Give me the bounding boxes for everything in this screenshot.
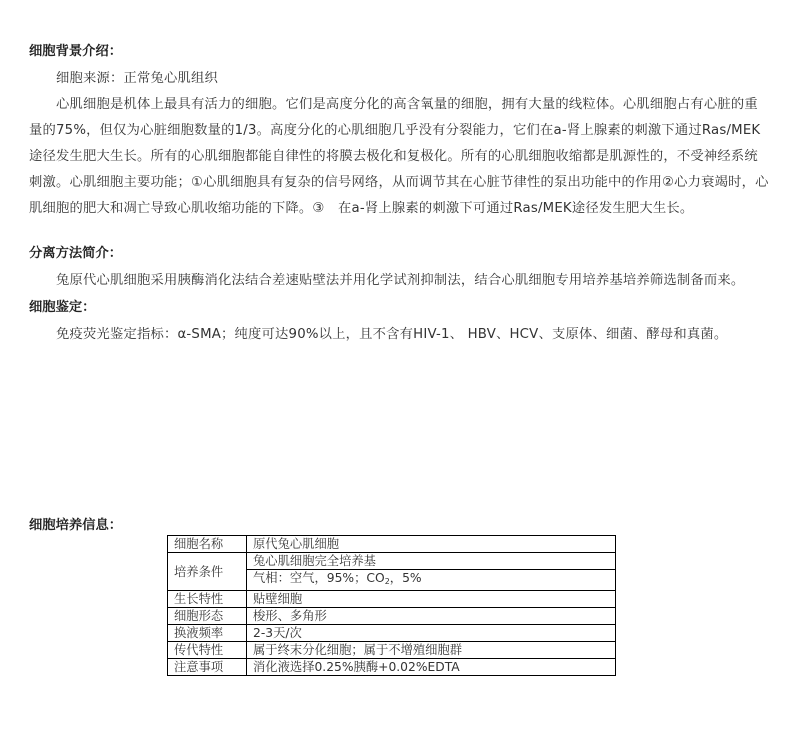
table-row xyxy=(168,591,616,608)
table-label-cell: 培养条件 xyxy=(168,553,247,591)
co2-subscript: 2 xyxy=(384,577,390,586)
table-value-cell: 贴壁细胞 xyxy=(247,591,616,608)
table-label-cell: 换液频率 xyxy=(168,625,247,642)
cell-source: 细胞来源：正常兔心肌组织 xyxy=(56,71,218,86)
table-row xyxy=(168,659,616,676)
table-row xyxy=(168,625,616,642)
table-row xyxy=(168,536,616,553)
table-value-cell: 原代兔心肌细胞 xyxy=(247,536,616,553)
table-row xyxy=(168,553,616,570)
culture-info-table xyxy=(167,535,616,676)
table-value-cell: 梭形、多角形 xyxy=(247,608,616,625)
isolation-heading: 分离方法简介： xyxy=(29,246,123,261)
table-label-cell: 细胞形态 xyxy=(168,608,247,625)
gas-phase-suffix: ，5% xyxy=(389,571,422,585)
table-row xyxy=(168,608,616,625)
table-value-cell: 2-3天/次 xyxy=(247,625,616,642)
isolation-description: 兔原代心肌细胞采用胰酶消化法结合差速贴壁法并用化学试剂抑制法，结合心肌细胞专用培养基培养筛选制备而来。 xyxy=(56,273,745,288)
identification-heading: 细胞鉴定： xyxy=(29,300,96,315)
document-body xyxy=(29,38,769,348)
gas-phase-prefix: 气相：空气，95%；CO xyxy=(253,571,385,585)
table-label-cell: 细胞名称 xyxy=(168,536,247,553)
background-description: 心肌细胞是机体上最具有活力的细胞。它们是高度分化的高含氧量的细胞，拥有大量的线粒体。心肌细胞占有心脏的重量的75%，但仅为心脏细胞数量的1/3。高度分化的心肌细胞几乎没有分裂能力，它们在a-肾上腺素的刺激下通过Ras/MEK途径发生肥大生长。所有的心肌细胞都能自律性的将膜去极化和复极化。所有的心肌细胞收缩都是肌源性的，不受神经系统刺激。心肌细胞主要功能；①心肌细胞具有复杂的信号网络，从而调节其在心脏节律性的泵出功能中的作用②心力衰竭时，心肌细胞的肥大和凋亡导致心肌收缩功能的下降。③ 在a-肾上腺素的刺激下可通过Ras/MEK途径发生肥大生长。 xyxy=(29,97,769,216)
table-row xyxy=(168,642,616,659)
table-label-cell: 传代特性 xyxy=(168,642,247,659)
culture-heading: 细胞培养信息： xyxy=(29,518,123,533)
gas-phase-cell xyxy=(247,570,616,591)
table-value-cell: 属于终末分化细胞；属于不增殖细胞群 xyxy=(247,642,616,659)
table-label-cell: 注意事项 xyxy=(168,659,247,676)
background-heading: 细胞背景介绍： xyxy=(29,44,123,59)
table-value-cell: 消化液选择0.25%胰酶+0.02%EDTA xyxy=(247,659,616,676)
table-label-cell: 生长特性 xyxy=(168,591,247,608)
table-value-cell: 兔心肌细胞完全培养基 xyxy=(247,553,616,570)
identification-description: 免疫荧光鉴定指标：α-SMA；纯度可达90%以上，且不含有HIV-1、 HBV、HCV、支原体、细菌、酵母和真菌。 xyxy=(56,327,728,342)
